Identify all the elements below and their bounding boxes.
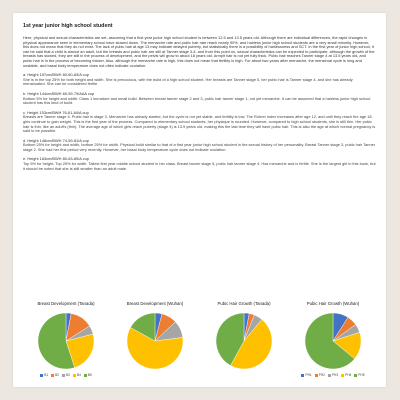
case-d	[23, 139, 376, 153]
legend-label: B5	[87, 373, 92, 377]
chart-title: Pubic Hair Growth (Tanada)	[217, 301, 271, 306]
legend-swatch	[84, 374, 87, 377]
document-page	[13, 13, 386, 387]
legend-swatch	[62, 374, 65, 377]
case-a	[23, 73, 376, 87]
legend-label: PH5	[358, 373, 365, 377]
legend-item	[84, 373, 92, 377]
legend-label: B3	[66, 373, 70, 377]
case-a-heading: a. Height 157cm/BWH 80-60-83/A cup	[23, 72, 89, 78]
legend-label: B1	[44, 373, 49, 377]
case-d-text: Bottom 25% for height and width, bottom 25% for width. Physical build similar to that of a first year junior high school student in the sexual history of her personality. Breast Tanner stage 3, pubic hair Tanner stage 2. She had her first period very recently. However, her basal body temperature cycle does not indicate ovulation.	[23, 142, 376, 152]
legend-label: PH4	[345, 373, 352, 377]
chart-title: Breast Development (Tanada)	[37, 301, 95, 306]
legend-label: B4	[76, 373, 81, 377]
legend-item	[40, 373, 48, 377]
legend-item	[62, 373, 70, 377]
pie-svg	[125, 311, 185, 371]
pie-svg	[303, 311, 363, 371]
case-b	[23, 92, 376, 106]
case-e-text: Top 5% for height, Top 25% for width. Tallest first year middle school student in her class. Breast tanner stage 5, pubic hair tanner stage 4. Has menarche and is fertile. She is the largest girl in this book, but it should be noted that she is still smaller than an adult male.	[23, 161, 376, 171]
case-b-heading: b. Height 144cm/BWH 69-59-79/AAA cup	[23, 90, 95, 96]
pie-chart-breast-wuhan	[112, 301, 198, 379]
legend-swatch	[40, 374, 43, 377]
legend-label: PH2	[318, 373, 325, 377]
legend-label: PH3	[331, 373, 339, 377]
case-c-heading: c. Height 153cm/BWH 76-61-84/A cup	[23, 109, 89, 115]
pie-svg	[214, 311, 274, 371]
case-c	[23, 111, 376, 134]
pie-charts-row	[23, 301, 376, 379]
legend-item	[51, 373, 59, 377]
document-title: 1st year junior high school student	[23, 23, 113, 29]
legend-item	[73, 373, 81, 377]
case-e-heading: e. Height 163cm/BWH 80-63-89/A cup	[23, 156, 89, 162]
pie-chart-pubic-wuhan	[290, 301, 376, 379]
chart-legend	[23, 373, 109, 377]
legend-swatch	[51, 374, 54, 377]
case-c-text: Breasts are Tanner stage 4. Pubic hair is stage 3. Menarche has already started, but the cycle is not yet stable, and fertility is low. The Rohrer index increases after age 12, and until they reach the age 18, girls continue to gain weight. This is the first year of the process. Compared to elementary school students, her physique is rounded. However, compared to high school students, she is still thin. Her pubic hair is thin, like an adult's (thin). The average age of which girls reach puberty (stage 4) is 13.9 years old, making this the last time they will have pubic hair. This is also the age at which normal pregnancy is said to be possible.	[23, 114, 376, 134]
chart-title: Breast Development (Wuhan)	[126, 301, 184, 306]
legend-label: PH1	[305, 373, 312, 377]
pie-chart-breast-tanada	[23, 301, 109, 379]
case-b-text: Bottom 5% for height and width. Class 1 immature and small build. Between breast tanner stage 2 and 3, pubic hair tanner stage 1, not yet menarche. It can be assumed that a hairless junior high school student has this kind of build.	[23, 95, 371, 106]
case-a-text: She is in the top 25% for both height and width. She is precocious, with the build of a high school student. Her breasts are Tanner stage 5, her pubic hair is Tanner stage 4, and she has already menstruated. She can be considered fertile.	[23, 76, 353, 87]
intro-paragraph: Here, physical and sexual characteristics are set, assuming that a first year junior high school student is between 12.5 and 13.5 years old. Although there are individual differences, the rapid changes in physical appearance seen in elementary school have slowed down. The menarche rate and pubic hair rate reach nearly 90%, and hairless junior high school students are a very small minority. However, this does not mean that they do not exist. The lack of pubic hair at age 13 may indicate delayed puberty, but statistically there is a possibility of hairlessness and SCT. In the first year of junior high school, it can be said that a child is almost an adult, but the breasts and pubic hair are still at Tanner stage 3-4, and from this point on, sexual characteristics can be expected to participate, although the growth of the breasts has slowed, they are still in the process of development, and the pelvis will grow to about 18 years old. Armpit hair is not yet fully thick. Pubic hair reaches Tanner stage 4 at 13.5 years old, and pubic hair is in the process of becoming thicker. Also, although the menarche rate is high, this does not mean that fertility is high. For about two years after menarche, the menstrual cycle is long and unstable, and basal body temperature does not often indicate ovulation.	[23, 35, 375, 68]
chart-title: Pubic Hair Growth (Wuhan)	[306, 301, 360, 306]
pie-svg	[36, 311, 96, 371]
legend-label: B2	[55, 373, 60, 377]
document-body	[23, 23, 376, 176]
legend-swatch	[73, 374, 76, 377]
case-d-heading: d. Height 148cm/BWH 74-59-81/A cup	[23, 137, 89, 143]
case-e	[23, 157, 376, 171]
